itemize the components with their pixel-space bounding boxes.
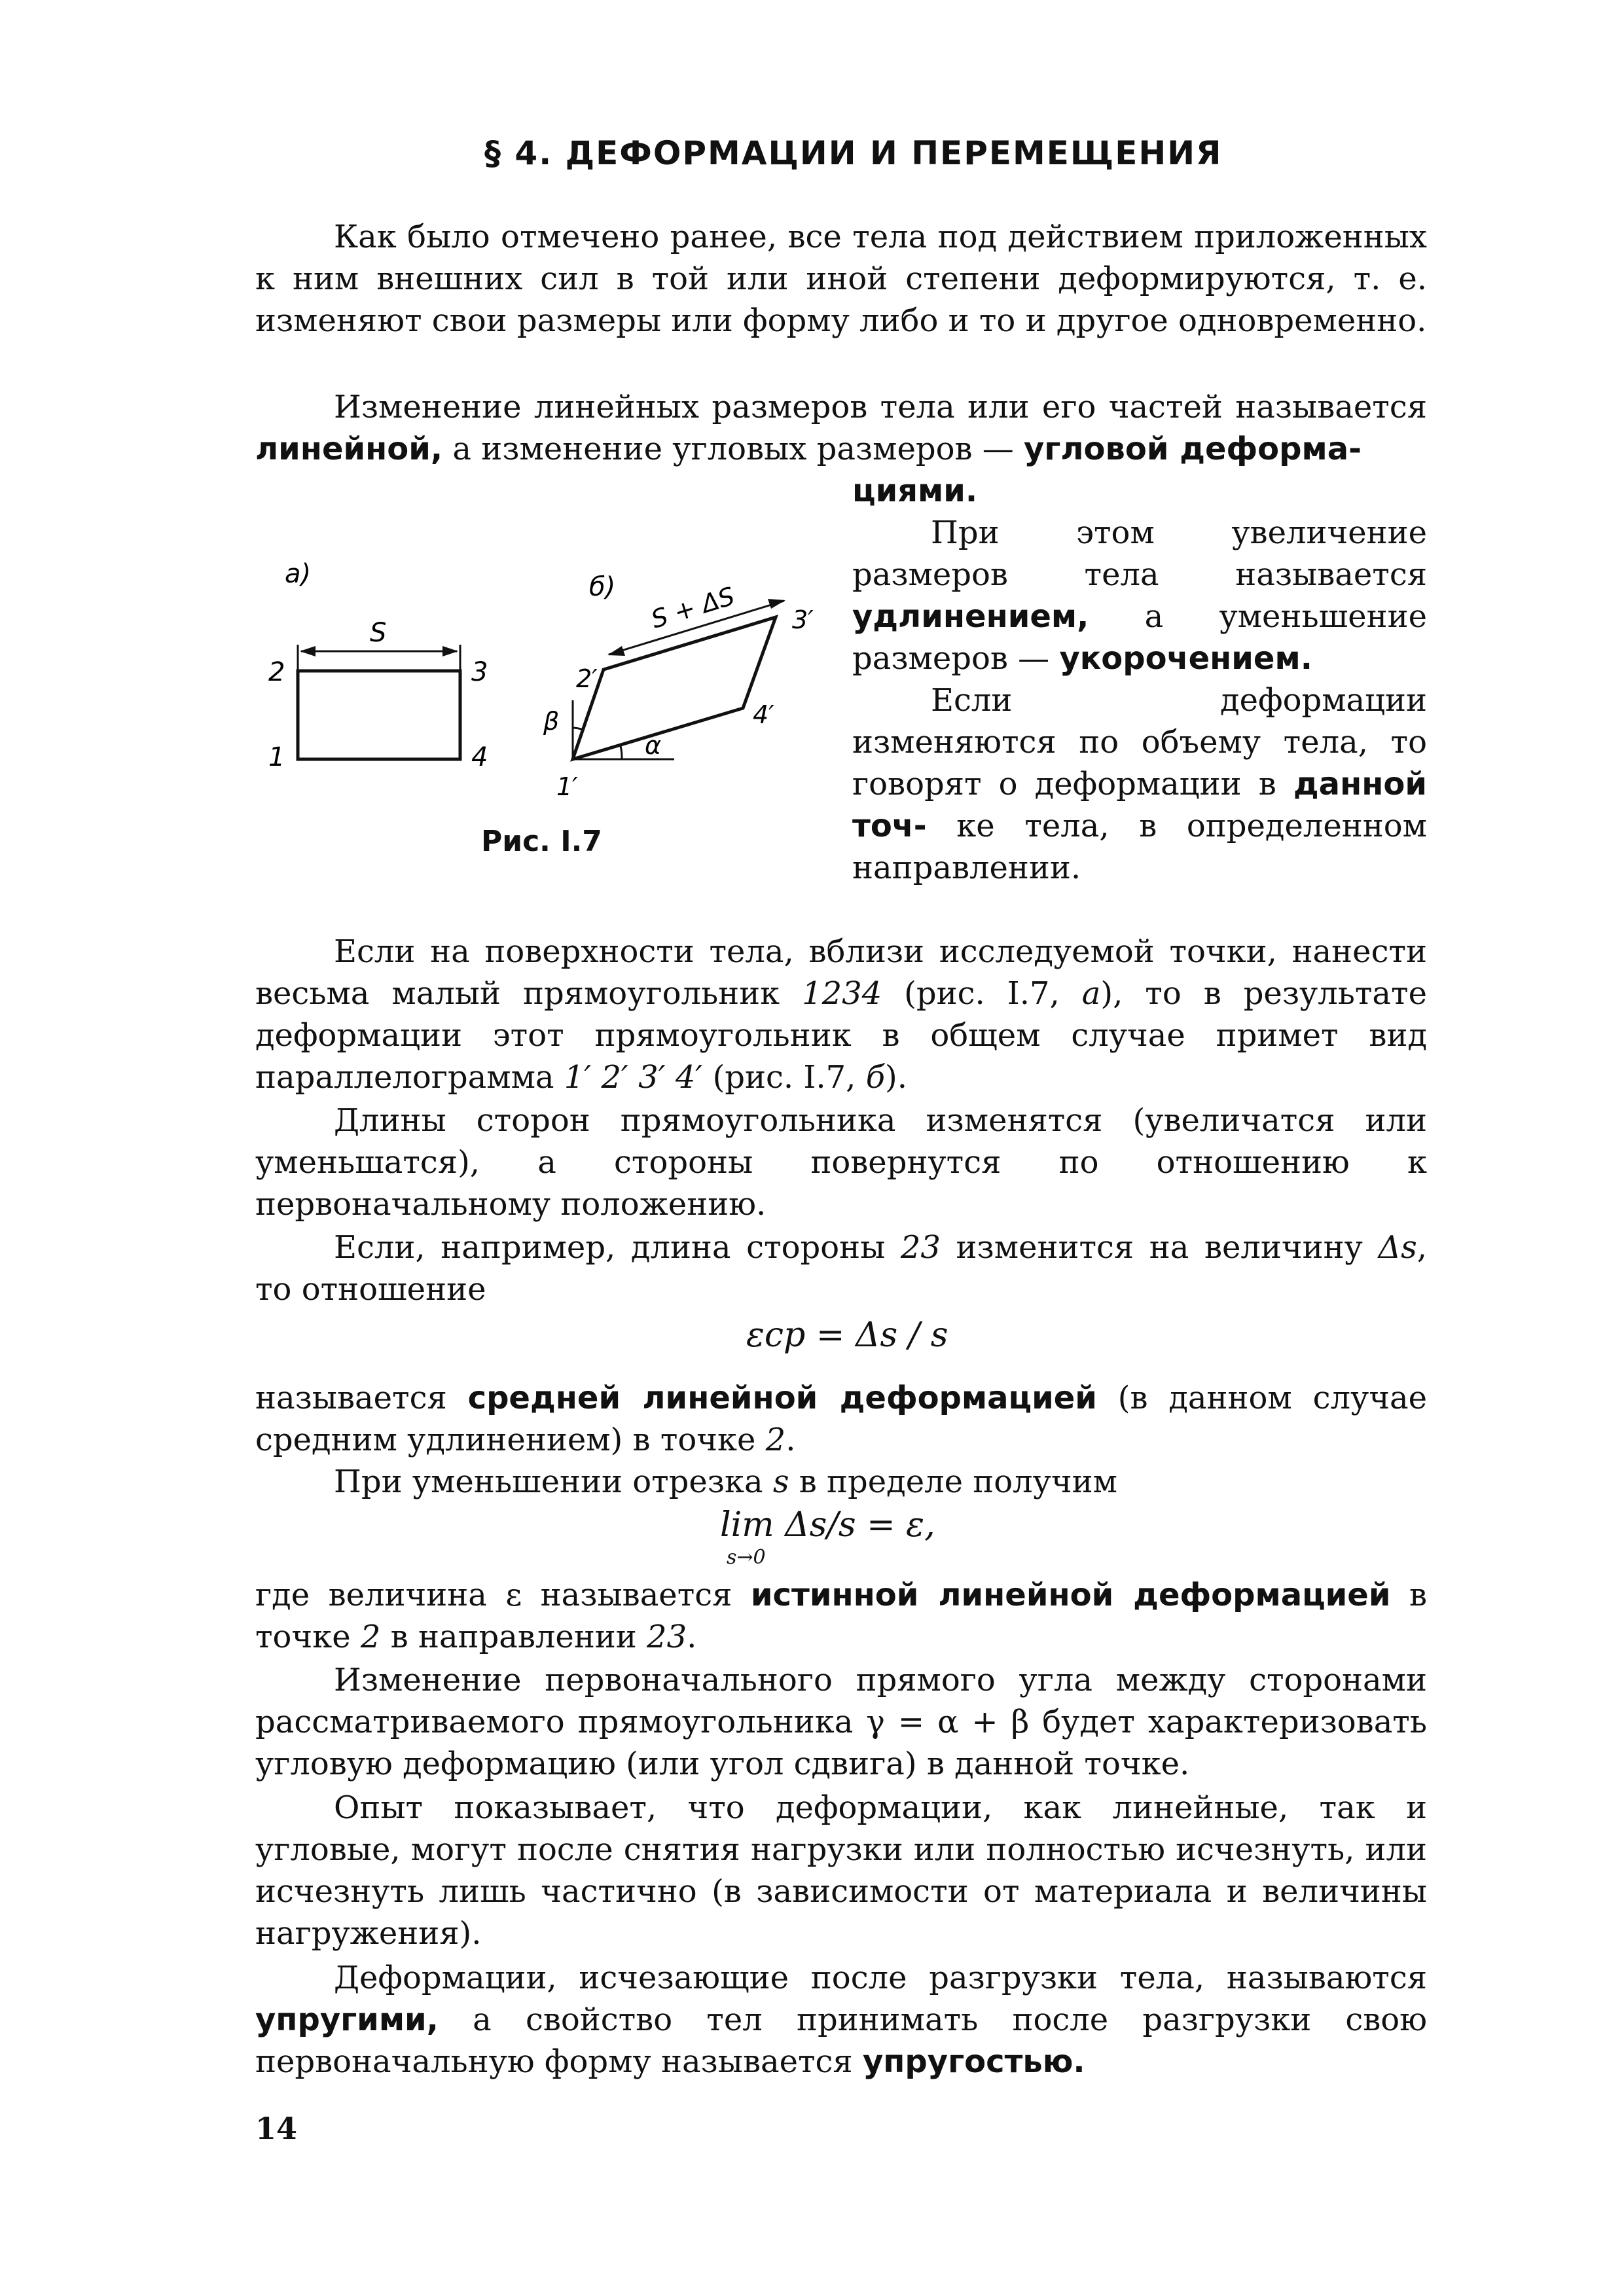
angle-beta: β (543, 707, 560, 736)
paragraph-11: Изменение первоначального прямого угла между сторонами рассматриваемого прямоугольника γ = α + β будет характеризовать угловую деформацию (или угол сдвига) в данной точке. (255, 1662, 1427, 1782)
figure-label-a: а) (285, 559, 312, 589)
formula-mean-strain: εср = Δs / s (746, 1316, 948, 1355)
paragraph-13: Деформации, исчезающие после разгрузки тела, называются упругими, а свойство тел принимать после разгрузки свою первоначальную форму называется упругостью. (255, 1960, 1427, 2080)
section-heading: § 4. ДЕФОРМАЦИИ И ПЕРЕМЕЩЕНИЯ (484, 134, 1223, 172)
paragraph-3: При этом увеличение размеров тела называется удлинением, а уменьшение размеров — укорочением. (852, 514, 1427, 677)
dimension-s-ds-label: S + ΔS (647, 581, 738, 634)
formula-limit-subscript: s→0 (727, 1546, 766, 1569)
paragraph-8: называется средней линейной деформацией (в данном случае средним удлинением) в точке 2. (255, 1380, 1427, 1458)
angle-alpha: α (645, 731, 662, 760)
paragraph-7: Если, например, длина стороны 23 изменится на величину Δs, то отношение (255, 1229, 1427, 1308)
vertex-4: 4 (471, 742, 488, 772)
rectangle-1234 (298, 671, 460, 759)
vertex-3: 3 (471, 657, 488, 687)
figure-caption: Рис. I.7 (481, 825, 602, 858)
figure-label-b: б) (589, 572, 616, 602)
page-number: 14 (255, 2111, 298, 2146)
paragraph-2: Изменение линейных размеров тела или его частей называется линейной, а изменение угловых размеров — угловой деформа- (255, 389, 1427, 467)
figure-deformation (255, 543, 844, 818)
paragraph-1: Как было отмечено ранее, все тела под действием приложенных к ним внешних сил в той или иной степени деформируются, т. е. изменяют свои размеры или форму либо и то и другое одновременно. (255, 219, 1427, 339)
vertex-4-prime: 4′ (753, 700, 774, 729)
vertex-2-prime: 2′ (576, 664, 598, 693)
parallelogram-1234-prime (573, 617, 776, 759)
paragraph-2-tail: циями. (852, 473, 978, 509)
formula-limit: lim Δs/s = ε, (720, 1505, 935, 1545)
paragraph-10: где величина ε называется истинной линейной деформацией в точке 2 в направлении 23. (255, 1577, 1428, 1655)
vertex-1: 1 (268, 742, 285, 772)
paragraph-4: Если деформации изменяются по объему тела, то говорят о деформации в данной точ- ке тела, в определенном направлении. (852, 682, 1427, 886)
vertex-3-prime: 3′ (792, 605, 814, 634)
paragraph-6: Длины сторон прямоугольника изменятся (увеличатся или уменьшатся), а стороны повернутся по отношению к первоначальному положению. (255, 1102, 1427, 1223)
paragraph-9: При уменьшении отрезка s в пределе получим (334, 1463, 1117, 1500)
paragraph-5: Если на поверхности тела, вблизи исследуемой точки, нанести весьма малый прямоугольник 1234 (рис. I.7, а), то в результате деформации этот прямоугольник в общем случае примет вид параллелограмма 1′ 2′ 3′ 4′ (рис. I.7, б). (255, 933, 1428, 1096)
vertex-1-prime: 1′ (556, 772, 578, 801)
vertex-2: 2 (268, 657, 285, 687)
paragraph-12: Опыт показывает, что деформации, как линейные, так и угловые, могут после снятия нагрузки или полностью исчезнуть, или исчезнуть лишь частично (в зависимости от материала и величины нагружения). (255, 1789, 1427, 1952)
dimension-s-label: S (370, 618, 387, 648)
